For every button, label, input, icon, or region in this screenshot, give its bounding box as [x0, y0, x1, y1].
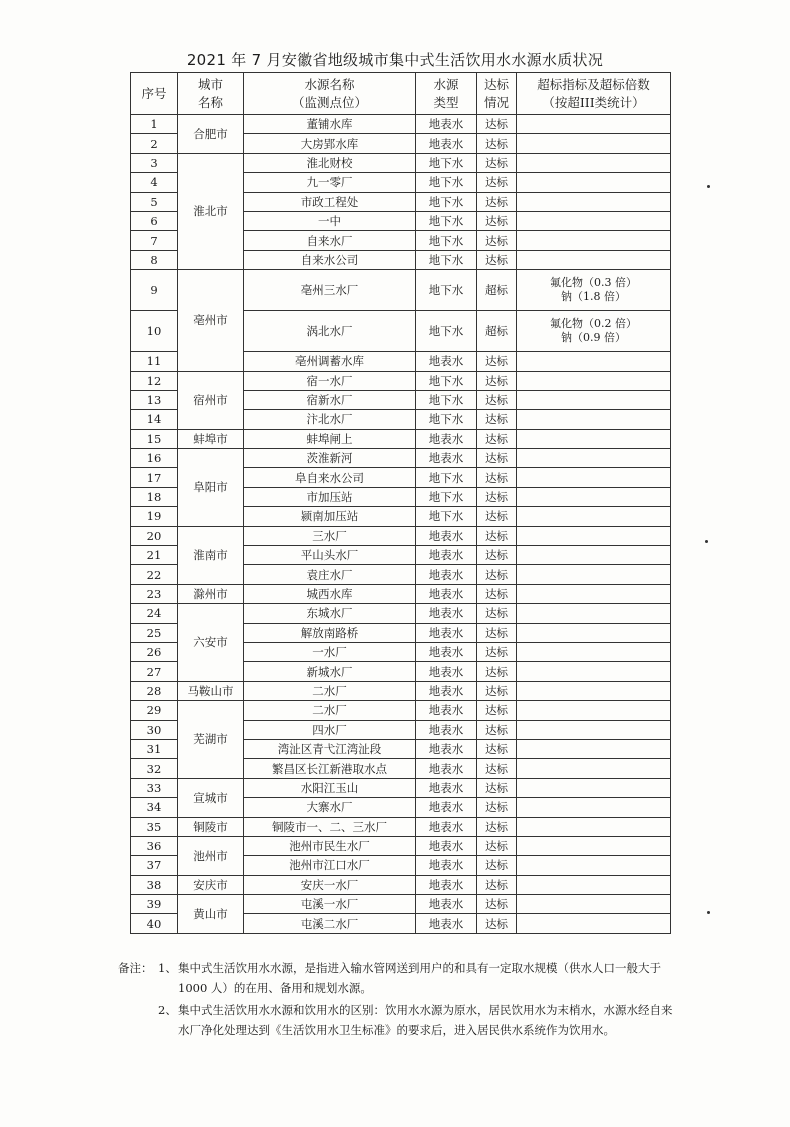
- cell-source: 自来水厂: [244, 231, 416, 250]
- note-number: 1、: [158, 961, 177, 975]
- cell-status: 达标: [477, 875, 517, 894]
- cell-status: 达标: [477, 701, 517, 720]
- cell-type: 地下水: [416, 153, 477, 172]
- cell-seq: 2: [131, 134, 178, 153]
- water-quality-table: [130, 72, 671, 934]
- exceed-item: 氟化物（0.2 倍）: [550, 317, 637, 331]
- cell-source: 三水厂: [244, 526, 416, 545]
- cell-source: 蚌埠闸上: [244, 429, 416, 448]
- cell-type: 地下水: [416, 311, 477, 352]
- header-seq: 序号: [131, 73, 178, 115]
- header-exceed: 超标指标及超标倍数 （按超III类统计）: [517, 73, 671, 115]
- exceed-item: 钠（0.9 倍）: [561, 331, 626, 345]
- cell-status: 达标: [477, 778, 517, 797]
- cell-type: 地表水: [416, 778, 477, 797]
- cell-type: 地表水: [416, 895, 477, 914]
- cell-seq: 18: [131, 487, 178, 506]
- table-row: [131, 429, 671, 448]
- cell-type: 地表水: [416, 836, 477, 855]
- cell-status: 达标: [477, 231, 517, 250]
- cell-type: 地表水: [416, 817, 477, 836]
- header-type: 水源 类型: [416, 73, 477, 115]
- cell-status: 达标: [477, 153, 517, 172]
- cell-type: 地表水: [416, 429, 477, 448]
- cell-exceed: [517, 153, 671, 172]
- cell-status: 达标: [477, 914, 517, 933]
- cell-type: 地表水: [416, 642, 477, 661]
- cell-status: 达标: [477, 390, 517, 409]
- exceed-item: 钠（1.8 倍）: [561, 290, 626, 304]
- cell-type: 地下水: [416, 371, 477, 390]
- cell-city: 安庆市: [178, 875, 244, 894]
- cell-city: 淮北市: [178, 153, 244, 269]
- cell-type: 地下水: [416, 507, 477, 526]
- cell-exceed: [517, 720, 671, 739]
- cell-status: 达标: [477, 546, 517, 565]
- cell-status: 达标: [477, 798, 517, 817]
- cell-exceed: [517, 875, 671, 894]
- cell-exceed: [517, 390, 671, 409]
- cell-status: 超标: [477, 270, 517, 311]
- cell-exceed: [517, 173, 671, 192]
- cell-seq: 22: [131, 565, 178, 584]
- cell-type: 地表水: [416, 856, 477, 875]
- cell-status: 达标: [477, 371, 517, 390]
- cell-source: 繁昌区长江新港取水点: [244, 759, 416, 778]
- cell-city: 阜阳市: [178, 449, 244, 527]
- cell-type: 地表水: [416, 546, 477, 565]
- cell-exceed: [517, 604, 671, 623]
- cell-source: 袁庄水厂: [244, 565, 416, 584]
- cell-seq: 5: [131, 192, 178, 211]
- cell-source: 一中: [244, 211, 416, 230]
- cell-exceed: [517, 134, 671, 153]
- cell-status: 达标: [477, 449, 517, 468]
- cell-type: 地表水: [416, 759, 477, 778]
- cell-exceed: [517, 778, 671, 797]
- cell-type: 地表水: [416, 449, 477, 468]
- table-row: [131, 836, 671, 855]
- cell-seq: 40: [131, 914, 178, 933]
- cell-source: 九一零厂: [244, 173, 416, 192]
- cell-status: 超标: [477, 311, 517, 352]
- cell-seq: 34: [131, 798, 178, 817]
- cell-type: 地表水: [416, 914, 477, 933]
- cell-source: 湾沚区青弋江湾沚段: [244, 739, 416, 758]
- cell-source: 涡北水厂: [244, 311, 416, 352]
- cell-source: 四水厂: [244, 720, 416, 739]
- cell-exceed: [517, 759, 671, 778]
- cell-exceed: [517, 642, 671, 661]
- cell-type: 地表水: [416, 720, 477, 739]
- cell-exceed: [517, 250, 671, 269]
- cell-exceed: [517, 856, 671, 875]
- table-row: [131, 153, 671, 172]
- table-header-row: [131, 73, 671, 115]
- cell-seq: 31: [131, 739, 178, 758]
- note-2: [118, 1000, 673, 1040]
- table-row: [131, 604, 671, 623]
- cell-seq: 36: [131, 836, 178, 855]
- cell-seq: 25: [131, 623, 178, 642]
- cell-exceed: [517, 270, 671, 311]
- cell-seq: 3: [131, 153, 178, 172]
- cell-seq: 9: [131, 270, 178, 311]
- cell-exceed: [517, 115, 671, 134]
- cell-exceed: [517, 798, 671, 817]
- cell-status: 达标: [477, 173, 517, 192]
- cell-source: 铜陵市一、二、三水厂: [244, 817, 416, 836]
- cell-status: 达标: [477, 817, 517, 836]
- cell-type: 地下水: [416, 192, 477, 211]
- cell-status: 达标: [477, 352, 517, 371]
- cell-status: 达标: [477, 250, 517, 269]
- cell-source: 颍南加压站: [244, 507, 416, 526]
- cell-seq: 28: [131, 681, 178, 700]
- cell-source: 汴北水厂: [244, 410, 416, 429]
- cell-type: 地下水: [416, 231, 477, 250]
- cell-city: 淮南市: [178, 526, 244, 584]
- cell-type: 地下水: [416, 487, 477, 506]
- cell-source: 淮北财校: [244, 153, 416, 172]
- cell-status: 达标: [477, 681, 517, 700]
- cell-source: 宿新水厂: [244, 390, 416, 409]
- table-row: [131, 526, 671, 545]
- cell-source: 一水厂: [244, 642, 416, 661]
- cell-seq: 4: [131, 173, 178, 192]
- scan-speck: [707, 185, 710, 188]
- cell-exceed: [517, 739, 671, 758]
- cell-seq: 12: [131, 371, 178, 390]
- cell-exceed: [517, 681, 671, 700]
- cell-city: 黄山市: [178, 895, 244, 934]
- cell-exceed: [517, 192, 671, 211]
- cell-source: 亳州三水厂: [244, 270, 416, 311]
- cell-type: 地表水: [416, 352, 477, 371]
- cell-exceed: [517, 895, 671, 914]
- cell-source: 水阳江玉山: [244, 778, 416, 797]
- cell-status: 达标: [477, 211, 517, 230]
- cell-source: 自来水公司: [244, 250, 416, 269]
- cell-seq: 17: [131, 468, 178, 487]
- cell-type: 地表水: [416, 584, 477, 603]
- cell-seq: 14: [131, 410, 178, 429]
- cell-source: 屯溪二水厂: [244, 914, 416, 933]
- header-source: 水源名称 （监测点位）: [244, 73, 416, 115]
- cell-seq: 26: [131, 642, 178, 661]
- cell-exceed: [517, 468, 671, 487]
- cell-city: 滁州市: [178, 584, 244, 603]
- cell-seq: 37: [131, 856, 178, 875]
- cell-type: 地表水: [416, 604, 477, 623]
- cell-city: 池州市: [178, 836, 244, 875]
- cell-seq: 8: [131, 250, 178, 269]
- cell-status: 达标: [477, 584, 517, 603]
- cell-status: 达标: [477, 134, 517, 153]
- table-row: [131, 681, 671, 700]
- table-row: [131, 817, 671, 836]
- cell-source: 东城水厂: [244, 604, 416, 623]
- cell-source: 屯溪一水厂: [244, 895, 416, 914]
- cell-status: 达标: [477, 720, 517, 739]
- cell-seq: 7: [131, 231, 178, 250]
- cell-type: 地表水: [416, 739, 477, 758]
- cell-status: 达标: [477, 739, 517, 758]
- cell-city: 蚌埠市: [178, 429, 244, 448]
- cell-status: 达标: [477, 526, 517, 545]
- cell-exceed: [517, 817, 671, 836]
- cell-exceed: [517, 410, 671, 429]
- table-row: [131, 449, 671, 468]
- cell-type: 地表水: [416, 701, 477, 720]
- cell-status: 达标: [477, 468, 517, 487]
- table-row: [131, 270, 671, 311]
- cell-status: 达标: [477, 759, 517, 778]
- cell-source: 市政工程处: [244, 192, 416, 211]
- cell-seq: 11: [131, 352, 178, 371]
- cell-city: 合肥市: [178, 115, 244, 154]
- header-status: 达标 情况: [477, 73, 517, 115]
- cell-source: 茨淮新河: [244, 449, 416, 468]
- cell-city: 马鞍山市: [178, 681, 244, 700]
- cell-status: 达标: [477, 565, 517, 584]
- note-text: 集中式生活饮用水水源和饮用水的区别：饮用水水源为原水，居民饮用水为末梢水，水源水经自来水厂净化处理达到《生活饮用水卫生标准》的要求后，进入居民供水系统作为饮用水。: [178, 1003, 673, 1037]
- cell-source: 董铺水库: [244, 115, 416, 134]
- table-row: [131, 875, 671, 894]
- cell-status: 达标: [477, 642, 517, 661]
- cell-city: 六安市: [178, 604, 244, 682]
- table-row: [131, 895, 671, 914]
- cell-source: 市加压站: [244, 487, 416, 506]
- cell-exceed: [517, 352, 671, 371]
- cell-type: 地表水: [416, 623, 477, 642]
- cell-status: 达标: [477, 507, 517, 526]
- cell-seq: 21: [131, 546, 178, 565]
- cell-type: 地下水: [416, 250, 477, 269]
- cell-type: 地下水: [416, 173, 477, 192]
- cell-type: 地下水: [416, 410, 477, 429]
- cell-seq: 39: [131, 895, 178, 914]
- cell-status: 达标: [477, 410, 517, 429]
- table-row: [131, 371, 671, 390]
- cell-source: 解放南路桥: [244, 623, 416, 642]
- table-row: [131, 584, 671, 603]
- cell-type: 地表水: [416, 681, 477, 700]
- cell-seq: 13: [131, 390, 178, 409]
- scan-speck: [707, 911, 710, 914]
- cell-exceed: [517, 623, 671, 642]
- exceed-item: 氟化物（0.3 倍）: [550, 276, 637, 290]
- notes-lead: 备注：: [118, 961, 153, 975]
- cell-exceed: [517, 449, 671, 468]
- cell-seq: 20: [131, 526, 178, 545]
- cell-seq: 32: [131, 759, 178, 778]
- cell-exceed: [517, 546, 671, 565]
- cell-exceed: [517, 487, 671, 506]
- cell-source: 大房郢水库: [244, 134, 416, 153]
- cell-source: 平山头水厂: [244, 546, 416, 565]
- cell-exceed: [517, 211, 671, 230]
- header-city: 城市 名称: [178, 73, 244, 115]
- cell-status: 达标: [477, 623, 517, 642]
- cell-seq: 6: [131, 211, 178, 230]
- cell-type: 地表水: [416, 526, 477, 545]
- cell-source: 亳州调蓄水库: [244, 352, 416, 371]
- cell-status: 达标: [477, 429, 517, 448]
- cell-seq: 24: [131, 604, 178, 623]
- cell-city: 芜湖市: [178, 701, 244, 779]
- table-row: [131, 701, 671, 720]
- cell-exceed: [517, 507, 671, 526]
- note-text: 集中式生活饮用水水源，是指进入输水管网送到用户的和具有一定取水规模（供水人口一般大于 1000 人）的在用、备用和规划水源。: [178, 961, 661, 995]
- cell-status: 达标: [477, 487, 517, 506]
- cell-source: 新城水厂: [244, 662, 416, 681]
- cell-seq: 29: [131, 701, 178, 720]
- note-1: [118, 958, 673, 998]
- cell-exceed: [517, 429, 671, 448]
- cell-city: 亳州市: [178, 270, 244, 371]
- table-row: [131, 778, 671, 797]
- cell-type: 地下水: [416, 211, 477, 230]
- cell-source: 大寨水厂: [244, 798, 416, 817]
- cell-exceed: [517, 311, 671, 352]
- cell-seq: 16: [131, 449, 178, 468]
- cell-status: 达标: [477, 604, 517, 623]
- cell-exceed: [517, 526, 671, 545]
- cell-type: 地表水: [416, 798, 477, 817]
- cell-type: 地下水: [416, 270, 477, 311]
- cell-type: 地表水: [416, 115, 477, 134]
- cell-source: 池州市民生水厂: [244, 836, 416, 855]
- cell-source: 城西水库: [244, 584, 416, 603]
- cell-type: 地表水: [416, 662, 477, 681]
- cell-exceed: [517, 584, 671, 603]
- cell-seq: 27: [131, 662, 178, 681]
- cell-source: 宿一水厂: [244, 371, 416, 390]
- cell-exceed: [517, 231, 671, 250]
- cell-status: 达标: [477, 192, 517, 211]
- notes: [118, 958, 673, 1040]
- cell-exceed: [517, 371, 671, 390]
- cell-exceed: [517, 914, 671, 933]
- cell-exceed: [517, 701, 671, 720]
- cell-seq: 35: [131, 817, 178, 836]
- cell-type: 地表水: [416, 565, 477, 584]
- cell-type: 地下水: [416, 468, 477, 487]
- cell-city: 宿州市: [178, 371, 244, 429]
- cell-status: 达标: [477, 856, 517, 875]
- cell-source: 阜自来水公司: [244, 468, 416, 487]
- cell-type: 地表水: [416, 134, 477, 153]
- cell-city: 宣城市: [178, 778, 244, 817]
- cell-seq: 10: [131, 311, 178, 352]
- cell-seq: 19: [131, 507, 178, 526]
- cell-exceed: [517, 565, 671, 584]
- cell-status: 达标: [477, 662, 517, 681]
- cell-type: 地下水: [416, 390, 477, 409]
- cell-source: 安庆一水厂: [244, 875, 416, 894]
- cell-status: 达标: [477, 895, 517, 914]
- table-body: [131, 115, 671, 934]
- table-row: [131, 115, 671, 134]
- cell-status: 达标: [477, 836, 517, 855]
- note-number: 2、: [158, 1003, 177, 1017]
- page-title: 2021 年 7 月安徽省地级城市集中式生活饮用水水源水质状况: [186, 51, 604, 69]
- cell-seq: 33: [131, 778, 178, 797]
- cell-seq: 1: [131, 115, 178, 134]
- cell-seq: 30: [131, 720, 178, 739]
- cell-seq: 23: [131, 584, 178, 603]
- cell-status: 达标: [477, 115, 517, 134]
- cell-exceed: [517, 836, 671, 855]
- cell-seq: 15: [131, 429, 178, 448]
- scan-speck: [705, 540, 708, 543]
- cell-type: 地表水: [416, 875, 477, 894]
- cell-seq: 38: [131, 875, 178, 894]
- cell-source: 二水厂: [244, 681, 416, 700]
- cell-source: 池州市江口水厂: [244, 856, 416, 875]
- cell-exceed: [517, 662, 671, 681]
- cell-city: 铜陵市: [178, 817, 244, 836]
- cell-source: 二水厂: [244, 701, 416, 720]
